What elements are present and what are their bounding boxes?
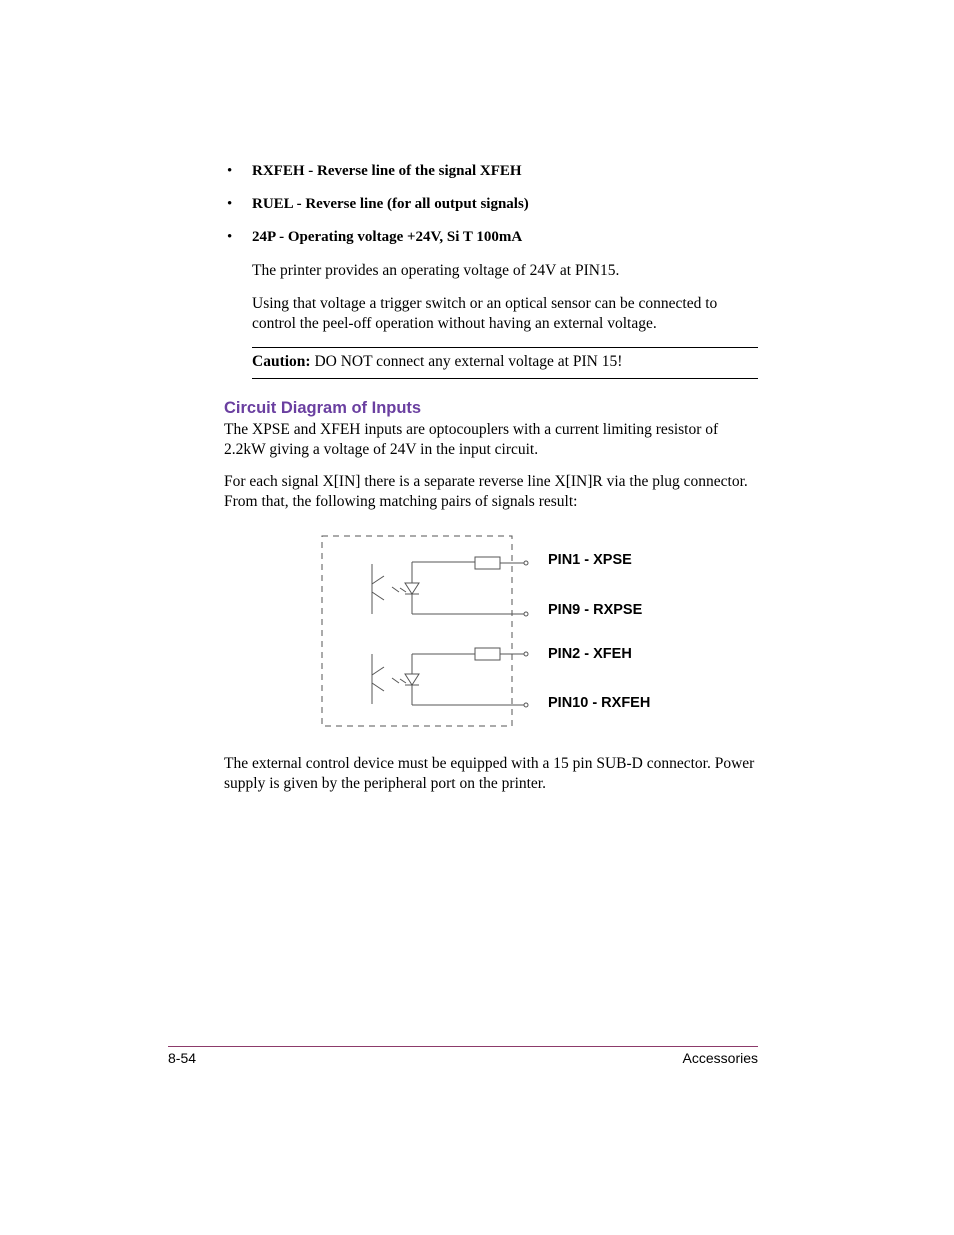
bullet-symbol: • <box>227 163 233 179</box>
circuit-diagram <box>318 532 538 732</box>
pin-label-xpse: PIN1 - XPSE <box>548 552 632 568</box>
pin-label-rxfeh: PIN10 - RXFEH <box>548 695 651 711</box>
connector-paragraph: The external control device must be equipped with a 15 pin SUB-D connector. Power supply is given by the peripheral port on the printer. <box>224 755 755 792</box>
bullet-item-ruel: RUEL - Reverse line (for all output signals) <box>252 196 529 212</box>
bullet-item-24p: 24P - Operating voltage +24V, Si T 100mA <box>252 229 523 245</box>
caution-label: Caution: <box>252 353 311 370</box>
pin-label-rxpse: PIN9 - RXPSE <box>548 602 643 618</box>
caution-top-rule <box>252 347 758 348</box>
caution-text: DO NOT connect any external voltage at PIN 15! <box>314 353 623 370</box>
signal-pairs-paragraph: For each signal X[IN] there is a separate reverse line X[IN]R via the plug connector. From that, the following matching pairs of signals result: <box>224 473 748 510</box>
page-number: 8-54 <box>168 1050 197 1066</box>
led-1 <box>405 583 419 594</box>
pin-label-xfeh: PIN2 - XFEH <box>548 646 632 662</box>
voltage-paragraph: The printer provides an operating voltage of 24V at PIN15. <box>252 262 620 279</box>
terminal-pin2 <box>524 652 528 656</box>
resistor-1 <box>475 557 500 569</box>
sensor-paragraph: Using that voltage a trigger switch or an optical sensor can be connected to control the peel-off operation without having an external voltage. <box>252 295 718 332</box>
terminal-pin10 <box>524 703 528 707</box>
footer-rule <box>168 1046 758 1047</box>
section-heading: Circuit Diagram of Inputs <box>224 399 422 417</box>
bullet-item-rxfeh: RXFEH - Reverse line of the signal XFEH <box>252 163 522 179</box>
terminal-pin9 <box>524 612 528 616</box>
terminal-pin1 <box>524 561 528 565</box>
caution-note <box>252 352 758 372</box>
resistor-2 <box>475 648 500 660</box>
optocoupler-paragraph: The XPSE and XFEH inputs are optocouplers with a current limiting resistor of 2.2kW giving a voltage of 24V in the input circuit. <box>224 421 719 458</box>
chapter-title: Accessories <box>682 1050 758 1066</box>
led-2 <box>405 674 419 685</box>
bullet-symbol: • <box>227 196 233 212</box>
caution-bottom-rule <box>252 378 758 379</box>
bullet-symbol: • <box>227 229 233 245</box>
